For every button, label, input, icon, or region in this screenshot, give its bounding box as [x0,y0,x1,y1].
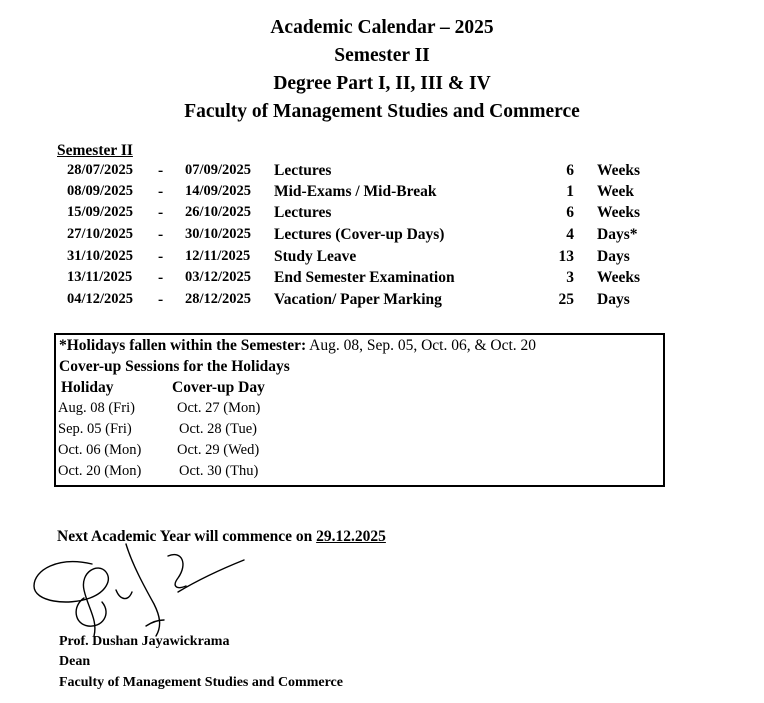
duration-unit: Weeks [597,269,641,286]
end-date: 30/10/2025 [185,226,252,242]
holiday-row [56,442,656,463]
calendar-title: Academic Calendar – 2025 [270,17,494,38]
activity: Lectures [274,204,332,221]
schedule-row [0,162,764,183]
start-date: 04/12/2025 [67,291,134,307]
activity: Vacation/ Paper Marking [274,291,442,308]
duration-unit: Weeks [597,204,641,221]
signatory-name: Prof. Dushan Jayawickrama [59,634,230,649]
start-date: 13/11/2025 [67,269,133,285]
holiday-row [56,421,656,442]
schedule-row [0,248,764,269]
next-year-text: Next Academic Year will commence on [57,528,317,545]
start-date: 27/10/2025 [67,226,134,242]
schedule-row [0,226,764,247]
semester-heading: Semester II [57,142,133,159]
duration-unit: Week [597,183,635,200]
holiday-date: Aug. 08 (Fri) [58,400,135,416]
holiday-date: Sep. 05 (Fri) [58,421,132,437]
holidays-note [59,337,536,355]
date-separator: - [158,269,164,286]
handwritten-signature [28,528,258,648]
activity: Lectures (Cover-up Days) [274,226,445,243]
activity: Mid-Exams / Mid-Break [274,183,437,200]
coverup-date: Oct. 28 (Tue) [179,421,258,437]
duration-count: 13 [558,248,574,265]
coverup-title: Cover-up Sessions for the Holidays [59,358,290,375]
start-date: 08/09/2025 [67,183,134,199]
holidays-note-label: *Holidays fallen within the Semester: [59,337,307,354]
end-date: 14/09/2025 [185,183,252,199]
duration-unit: Days [597,291,630,308]
faculty-title: Faculty of Management Studies and Commerce [184,101,580,122]
duration-count: 3 [566,269,574,286]
schedule-row [0,204,764,225]
end-date: 28/12/2025 [185,291,252,307]
schedule-row [0,183,764,204]
duration-count: 25 [558,291,574,308]
start-date: 31/10/2025 [67,248,134,264]
holiday-column-header: Holiday [61,379,114,396]
duration-unit: Days [597,248,630,265]
next-year-date: 29.12.2025 [316,528,386,545]
end-date: 12/11/2025 [185,248,251,264]
duration-count: 4 [566,226,574,243]
end-date: 26/10/2025 [185,204,252,220]
date-separator: - [158,162,164,179]
coverup-date: Oct. 30 (Thu) [179,463,259,479]
duration-unit: Weeks [597,162,641,179]
coverup-date: Oct. 27 (Mon) [177,400,261,416]
schedule-row [0,291,764,312]
signatory-role: Dean [59,654,91,669]
activity: End Semester Examination [274,269,455,286]
holidays-note-dates: Aug. 08, Sep. 05, Oct. 06, & Oct. 20 [306,337,537,354]
holiday-date: Oct. 20 (Mon) [58,463,142,479]
holiday-date: Oct. 06 (Mon) [58,442,142,458]
document-title [0,14,764,126]
start-date: 28/07/2025 [67,162,134,178]
date-separator: - [158,204,164,221]
duration-count: 6 [566,204,574,221]
schedule-row [0,269,764,290]
date-separator: - [158,226,164,243]
duration-unit: Days* [597,226,638,243]
semester-title: Semester II [334,45,430,66]
coverup-column-header: Cover-up Day [172,379,265,396]
holiday-row [56,400,656,421]
activity: Lectures [274,162,332,179]
date-separator: - [158,183,164,200]
activity: Study Leave [274,248,357,265]
degree-title: Degree Part I, II, III & IV [273,73,491,94]
holiday-row [56,463,656,484]
date-separator: - [158,248,164,265]
coverup-date: Oct. 29 (Wed) [177,442,260,458]
start-date: 15/09/2025 [67,204,134,220]
duration-count: 1 [566,183,574,200]
signatory-faculty: Faculty of Management Studies and Commerce [59,675,343,690]
duration-count: 6 [566,162,574,179]
end-date: 03/12/2025 [185,269,252,285]
end-date: 07/09/2025 [185,162,252,178]
holidays-box [54,333,665,487]
date-separator: - [158,291,164,308]
holidays-header-row [59,379,659,400]
